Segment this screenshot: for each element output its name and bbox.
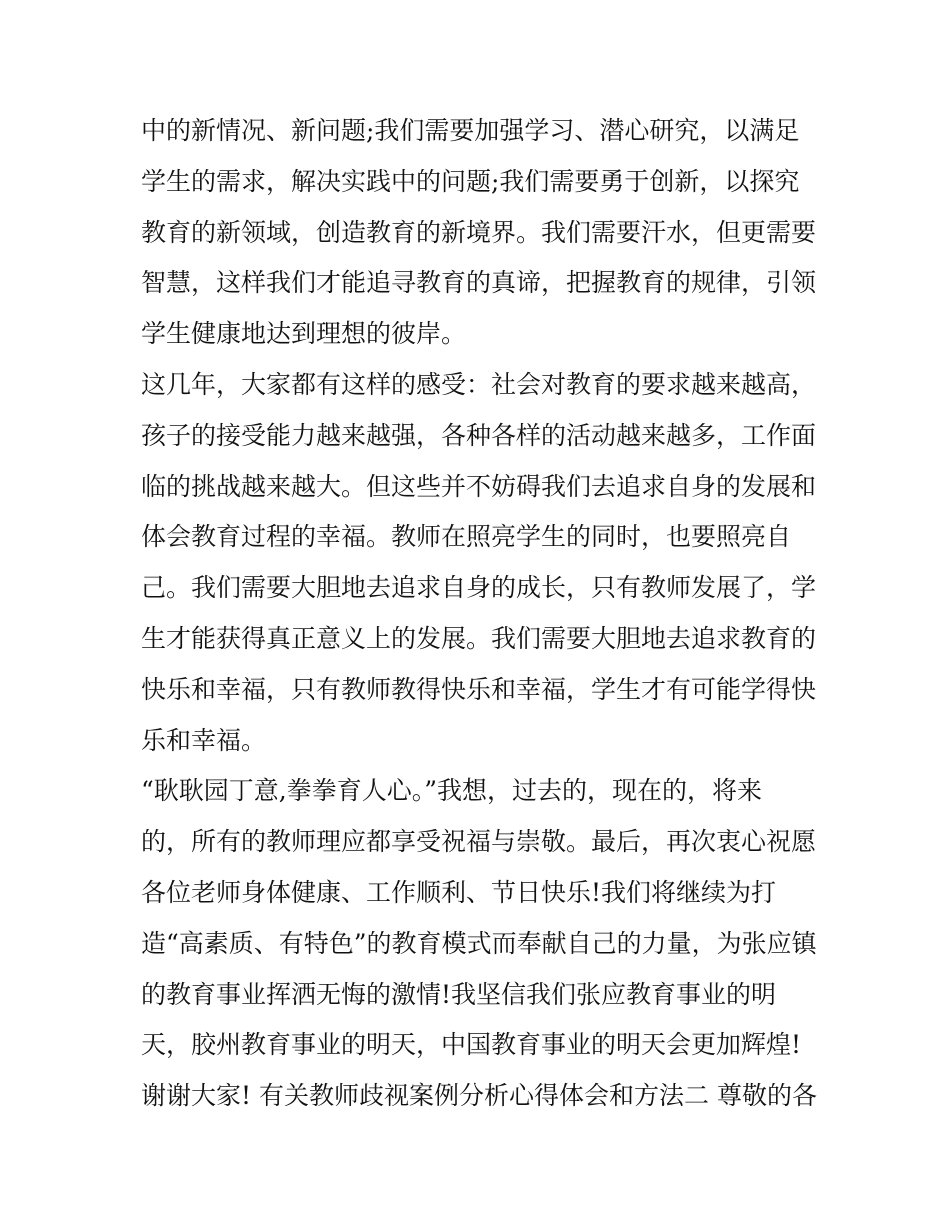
text-line: 体会教育过程的幸福。教师在照亮学生的同时，也要照亮自 <box>141 522 792 552</box>
text-line: 乐和幸福。 <box>141 725 267 755</box>
text-line: 这几年，大家都有这样的感受：社会对教育的要求越来越高， <box>141 369 817 399</box>
text-line: 教育的新领域，创造教育的新境界。我们需要汗水，但更需要 <box>141 217 817 247</box>
text-line: 的，所有的教师理应都享受祝福与崇敬。最后，再次衷心祝愿 <box>141 827 817 857</box>
text-line: 造“高素质、有特色”的教育模式而奉献自己的力量，为张应镇 <box>141 928 817 958</box>
text-line: 孩子的接受能力越来越强，各种各样的活动越来越多，工作面 <box>141 420 817 450</box>
text-line: 的教育事业挥洒无悔的激情!我坚信我们张应教育事业的明 <box>141 979 777 1009</box>
text-line: 谢谢大家! 有关教师歧视案例分析心得体会和方法二 尊敬的各 <box>141 1081 817 1111</box>
text-line: 生才能获得真正意义上的发展。我们需要大胆地去追求教育的 <box>141 623 817 653</box>
text-line: 天，胶州教育事业的明天，中国教育事业的明天会更加辉煌! <box>141 1030 802 1060</box>
text-line: 各位老师身体健康、工作顺利、节日快乐!我们将继续为打 <box>141 877 777 907</box>
text-line: 智慧，这样我们才能追寻教育的真谛，把握教育的规律，引领 <box>141 268 817 298</box>
text-line: 快乐和幸福，只有教师教得快乐和幸福，学生才有可能学得快 <box>141 674 817 704</box>
text-line: 中的新情况、新问题;我们需要加强学习、潜心研究，以满足 <box>141 116 800 145</box>
body-text <box>141 106 821 1122</box>
text-line: 己。我们需要大胆地去追求自身的成长，只有教师发展了，学 <box>141 573 817 603</box>
text-line: 学生的需求，解决实践中的问题;我们需要勇于创新，以探究 <box>141 166 800 196</box>
text-line: 学生健康地达到理想的彼岸。 <box>141 319 467 349</box>
text-line: 临的挑战越来越大。但这些并不妨碍我们去追求自身的发展和 <box>141 471 817 501</box>
text-line: “耿耿园丁意,拳拳育人心。”我想，过去的，现在的，将来 <box>141 776 763 806</box>
